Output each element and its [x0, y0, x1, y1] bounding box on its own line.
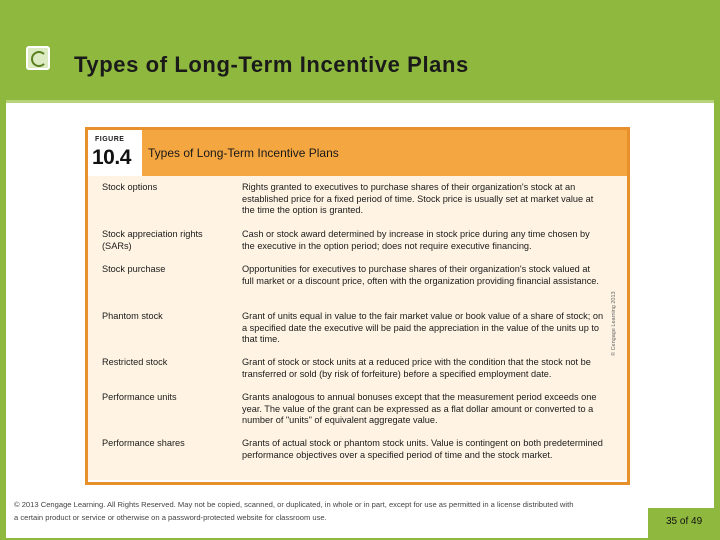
- figure-tag: [88, 130, 142, 176]
- title-underline: [6, 100, 714, 103]
- row-definition: Grant of units equal in value to the fair market value or book value of a share of stock; on a specified date the executive will be paid the appreciation in the value of the units up to that time.: [242, 311, 604, 344]
- row-definition: Opportunities for executives to purchase shares of their organization's stock valued at full market or a discount price, often with the organization providing financial assistance.: [242, 264, 599, 286]
- figure-table: [88, 176, 627, 480]
- row-definition: Cash or stock award determined by increase in stock price during any time chosen by the executive in the option period; does not require executive financing.: [242, 229, 590, 251]
- row-definition: Grants analogous to annual bonuses except that the measurement period exceeds one year. The value of the grant can be expressed as a flat dollar amount or converted to a number of "units" of equivalent aggregate value.: [242, 392, 597, 425]
- figure-side-copyright: © Cengage Learning 2013: [611, 291, 617, 356]
- row-term: Performance units: [102, 392, 177, 402]
- title-bar: [6, 8, 714, 100]
- row-definition: Grants of actual stock or phantom stock units. Value is contingent on both predetermined performance objectives over a specified period of time and the stock market.: [242, 438, 603, 460]
- bullet-icon: [26, 46, 50, 70]
- page-indicator: [648, 508, 714, 538]
- row-term: Stock purchase: [102, 264, 166, 274]
- row-term: Stock appreciation rights (SARs): [102, 229, 203, 251]
- footer-legal-text: © 2013 Cengage Learning. All Rights Reserved. May not be copied, scanned, or duplicated, in whole or in part, except for use as permitted in a license distributed with a certain product or service or otherwise on a password-protected website for classroom use.: [14, 500, 574, 522]
- row-term: Stock options: [102, 182, 158, 192]
- figure-panel: [85, 127, 630, 485]
- row-definition: Rights granted to executives to purchase shares of their organization's stock at an established price for a fixed period of time. Stock price is usually set at market value at the time the option is granted.: [242, 182, 594, 215]
- page-number: 35 of 49: [666, 516, 703, 527]
- frame-right: [714, 0, 720, 540]
- figure-number: 10.4: [92, 146, 131, 169]
- figure-header: [88, 130, 627, 176]
- slide-title: Types of Long-Term Incentive Plans: [74, 52, 469, 77]
- figure-tag-label: FIGURE: [95, 136, 125, 143]
- figure-title: Types of Long-Term Incentive Plans: [148, 146, 339, 160]
- row-term: Phantom stock: [102, 311, 163, 321]
- row-definition: Grant of stock or stock units at a reduced price with the condition that the stock not be transferred or sold (by risk of forfeiture) before a specified employment date.: [242, 357, 591, 379]
- frame-top: [0, 0, 720, 8]
- row-term: Restricted stock: [102, 357, 168, 367]
- row-term: Performance shares: [102, 438, 185, 448]
